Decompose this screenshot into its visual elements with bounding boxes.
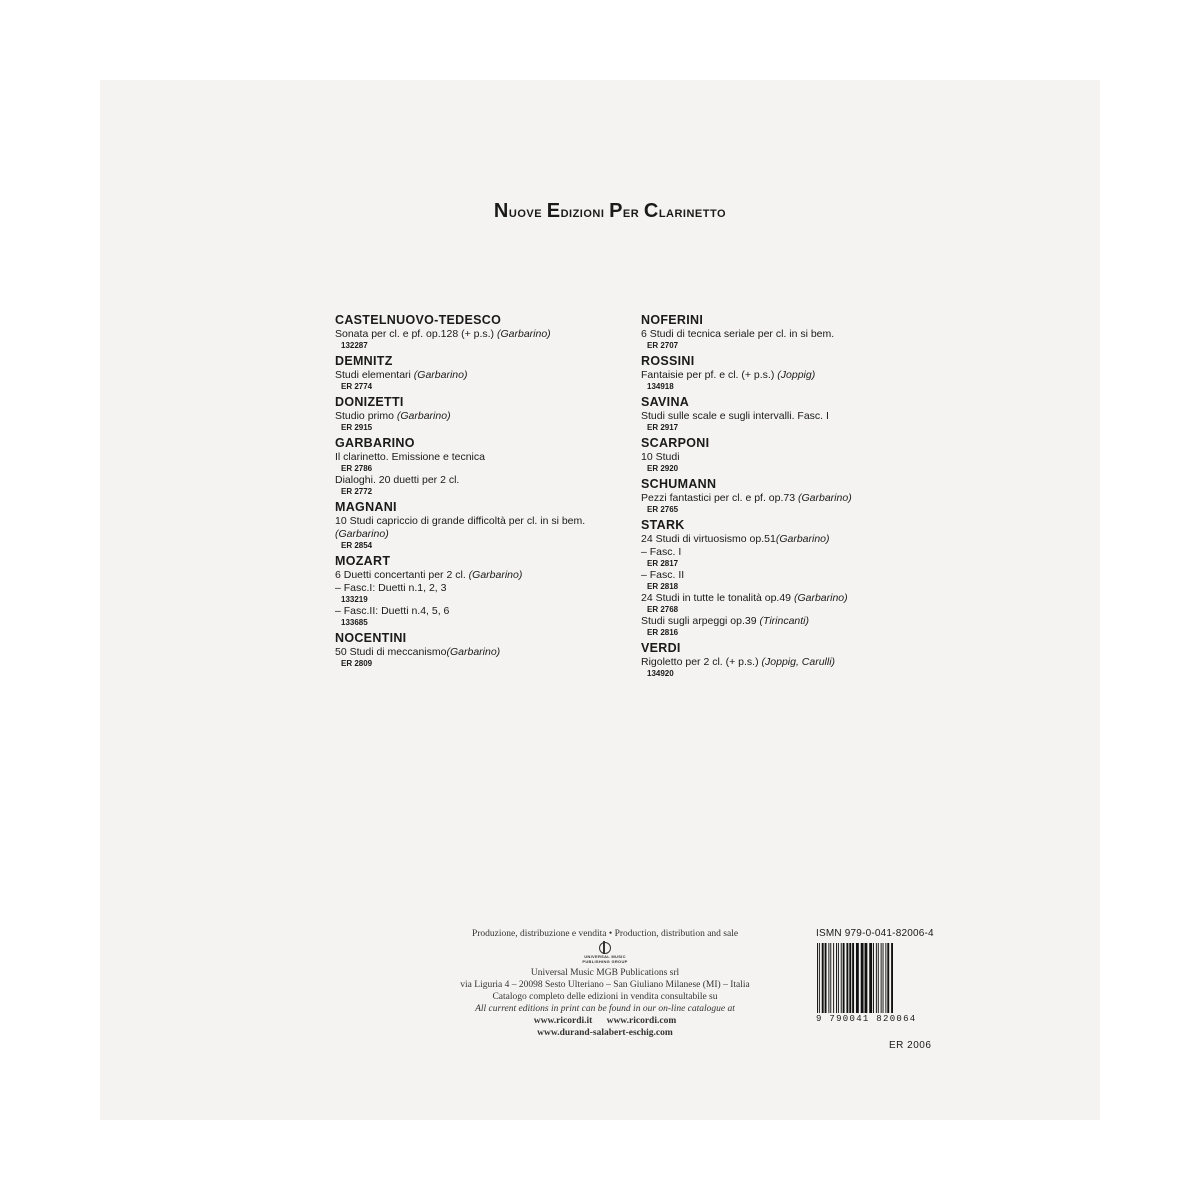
barcode-bar	[843, 943, 845, 1013]
web-links	[440, 1015, 770, 1027]
composer-entry	[335, 553, 635, 628]
work-text: 6 Studi di tecnica seriale per cl. in si bem.	[641, 328, 835, 340]
editor-name: (Garbarino)	[468, 569, 523, 581]
editor-name: (Tirincanti)	[759, 615, 809, 627]
barcode-bar	[822, 943, 824, 1013]
work-title	[641, 328, 941, 341]
barcode-bar	[873, 943, 874, 1013]
catalog-code: ER 2854	[341, 541, 373, 550]
universal-logo	[440, 942, 770, 964]
catalog-code: ER 2707	[647, 341, 679, 350]
barcode-bar	[865, 943, 868, 1013]
catalog-code: ER 2917	[647, 423, 679, 432]
composer-name: SCARPONI	[641, 436, 710, 450]
composer-name: SCHUMANN	[641, 477, 717, 491]
work-text: Studi elementari	[335, 369, 414, 381]
barcode-bar	[825, 943, 827, 1013]
edition-code: ER 2006	[889, 1040, 932, 1051]
composer-entry	[641, 640, 941, 679]
work-title	[641, 451, 941, 464]
ismn-number: ISMN 979-0-041-82006-4	[816, 928, 934, 939]
composer-name: MOZART	[335, 554, 391, 568]
editor-name: (Joppig)	[777, 369, 816, 381]
left-column	[335, 312, 635, 671]
editor-name: (Garbarino)	[335, 528, 389, 540]
work-title	[641, 369, 941, 382]
composer-name: DONIZETTI	[335, 395, 404, 409]
catalog-code: 132287	[341, 341, 368, 350]
barcode-bar	[852, 943, 854, 1013]
composer-name: DEMNITZ	[335, 354, 393, 368]
work-title	[335, 569, 635, 582]
barcode-bar	[861, 943, 864, 1013]
composer-entry	[335, 630, 635, 669]
barcode-bar	[836, 943, 837, 1013]
link-durand[interactable]: www.durand-salabert-eschig.com	[537, 1028, 673, 1038]
work-text: Pezzi fantastici per cl. e pf. op.73	[641, 492, 798, 504]
work-text: Il clarinetto. Emissione e tecnica	[335, 451, 485, 463]
barcode-bar	[849, 943, 851, 1013]
work-title	[335, 369, 635, 382]
composer-entry	[641, 394, 941, 433]
editor-name: (Garbarino)	[446, 646, 501, 658]
catalog-code: 134918	[647, 382, 674, 391]
work-text: – Fasc.II: Duetti n.4, 5, 6	[335, 605, 450, 617]
editor-name: (Garbarino)	[496, 328, 551, 340]
composer-name: VERDI	[641, 641, 681, 655]
composer-name: MAGNANI	[335, 500, 397, 514]
link-ricordi-com[interactable]: www.ricordi.com	[606, 1016, 677, 1026]
work-title	[335, 515, 635, 541]
link-ricordi-it[interactable]: www.ricordi.it	[533, 1016, 593, 1026]
work-text: Studi sulle scale e sugli intervalli. Fasc. I	[641, 410, 829, 422]
catalog-code: ER 2768	[647, 605, 679, 614]
composer-entry	[335, 353, 635, 392]
composer-name: CASTELNUOVO-TEDESCO	[335, 313, 502, 327]
barcode-bar	[841, 943, 842, 1013]
work-title	[641, 656, 941, 669]
editor-name: (Garbarino)	[793, 592, 848, 604]
production-line: Produzione, distribuzione e vendita • Production, distribution and sale	[471, 929, 739, 939]
barcode-bar	[876, 943, 877, 1013]
editor-name: (Garbarino)	[396, 410, 451, 422]
composer-entry	[641, 517, 941, 638]
barcode-bar	[846, 943, 848, 1013]
catalog-code: ER 2774	[341, 382, 373, 391]
composer-entry	[335, 499, 635, 551]
catalog-code: ER 2920	[647, 464, 679, 473]
barcode-bar	[833, 943, 834, 1013]
work-text: 10 Studi	[641, 451, 680, 463]
work-title	[641, 533, 941, 546]
barcode-bar	[883, 943, 884, 1013]
work-text: – Fasc. II	[641, 569, 685, 581]
editor-name: (Garbarino)	[775, 533, 830, 545]
right-column	[641, 312, 941, 681]
catalog-code: ER 2772	[341, 487, 373, 496]
work-text: – Fasc. I	[641, 546, 682, 558]
catalog-english: All current editions in print can be found in our on-line catalogue at	[475, 1004, 735, 1014]
barcode-graphic	[816, 943, 939, 1013]
work-title	[335, 451, 635, 464]
work-title	[335, 646, 635, 659]
barcode-bar	[838, 943, 839, 1013]
barcode-bar	[828, 943, 829, 1013]
barcode-number: 9 790041 820064	[816, 1014, 917, 1024]
composer-entry	[335, 435, 635, 497]
composer-entry	[641, 312, 941, 351]
composer-name: NOFERINI	[641, 313, 704, 327]
work-title	[641, 546, 941, 559]
barcode-bar	[881, 943, 882, 1013]
work-text: 24 Studi di virtuosismo op.51	[641, 533, 776, 545]
work-text: 50 Studi di meccanismo	[335, 646, 447, 658]
work-text: – Fasc.I: Duetti n.1, 2, 3	[335, 582, 447, 594]
work-text: 6 Duetti concertanti per 2 cl.	[335, 569, 469, 581]
catalog-code: ER 2809	[341, 659, 373, 668]
catalog-code: 133685	[341, 618, 368, 627]
work-title	[335, 474, 635, 487]
composer-name: STARK	[641, 518, 685, 532]
barcode-bar	[819, 943, 820, 1013]
barcode-bar	[878, 943, 879, 1013]
universal-logo-icon	[599, 942, 611, 954]
catalog-code: ER 2817	[647, 559, 679, 568]
page-title: Nuove Edizioni Per Clarinetto	[493, 200, 727, 222]
work-title	[641, 615, 941, 628]
editor-name: (Garbarino)	[413, 369, 468, 381]
work-text: Sonata per cl. e pf. op.128 (+ p.s.)	[335, 328, 497, 340]
barcode-bar	[830, 943, 831, 1013]
composer-entry	[335, 312, 635, 351]
catalog-code: 133219	[341, 595, 368, 604]
logo-text-1: UNIVERSAL MUSIC	[584, 954, 626, 959]
editor-name: (Garbarino)	[798, 492, 852, 504]
catalog-code: 134920	[647, 669, 674, 678]
composer-entry	[335, 394, 635, 433]
composer-name: ROSSINI	[641, 354, 695, 368]
composer-entry	[641, 353, 941, 392]
work-title	[641, 410, 941, 423]
work-text: Rigoletto per 2 cl. (+ p.s.)	[641, 656, 762, 668]
work-title	[641, 569, 941, 582]
barcode-bar	[887, 943, 889, 1013]
catalog-italian: Catalogo completo delle edizioni in vendita consultabile su	[492, 992, 718, 1002]
work-text: 10 Studi capriccio di grande difficoltà per cl. in si bem.	[335, 515, 586, 527]
work-text: Studio primo	[335, 410, 397, 422]
catalog-code: ER 2786	[341, 464, 373, 473]
barcode-block	[816, 928, 941, 1025]
editor-name: (Joppig, Carulli)	[761, 656, 836, 668]
publisher-name: Universal Music MGB Publications srl	[530, 968, 680, 978]
catalog-code: ER 2765	[647, 505, 679, 514]
work-text: Dialoghi. 20 duetti per 2 cl.	[335, 474, 460, 486]
work-title	[641, 492, 941, 505]
catalog-code: ER 2816	[647, 628, 679, 637]
work-text: Fantaisie per pf. e cl. (+ p.s.)	[641, 369, 778, 381]
composer-name: NOCENTINI	[335, 631, 407, 645]
barcode-bar	[817, 943, 818, 1013]
publisher-address: via Liguria 4 – 20098 Sesto Ulteriano – San Giuliano Milanese (MI) – Italia	[460, 980, 750, 990]
barcode-bar	[856, 943, 859, 1013]
work-title	[335, 582, 635, 595]
work-title	[335, 410, 635, 423]
logo-text-2: PUBLISHING GROUP	[582, 959, 628, 964]
work-title	[335, 328, 635, 341]
work-title	[641, 592, 941, 605]
barcode-bar	[869, 943, 872, 1013]
work-title	[335, 605, 635, 618]
barcode-bar	[891, 943, 893, 1013]
work-text: Studi sugli arpeggi op.39	[641, 615, 760, 627]
catalog-code: ER 2915	[341, 423, 373, 432]
composer-name: GARBARINO	[335, 436, 415, 450]
composer-entry	[641, 476, 941, 515]
composer-name: SAVINA	[641, 395, 690, 409]
publisher-footer	[440, 928, 770, 1039]
barcode-bar	[885, 943, 886, 1013]
catalog-code: ER 2818	[647, 582, 679, 591]
composer-entry	[641, 435, 941, 474]
work-text: 24 Studi in tutte le tonalità op.49	[641, 592, 794, 604]
